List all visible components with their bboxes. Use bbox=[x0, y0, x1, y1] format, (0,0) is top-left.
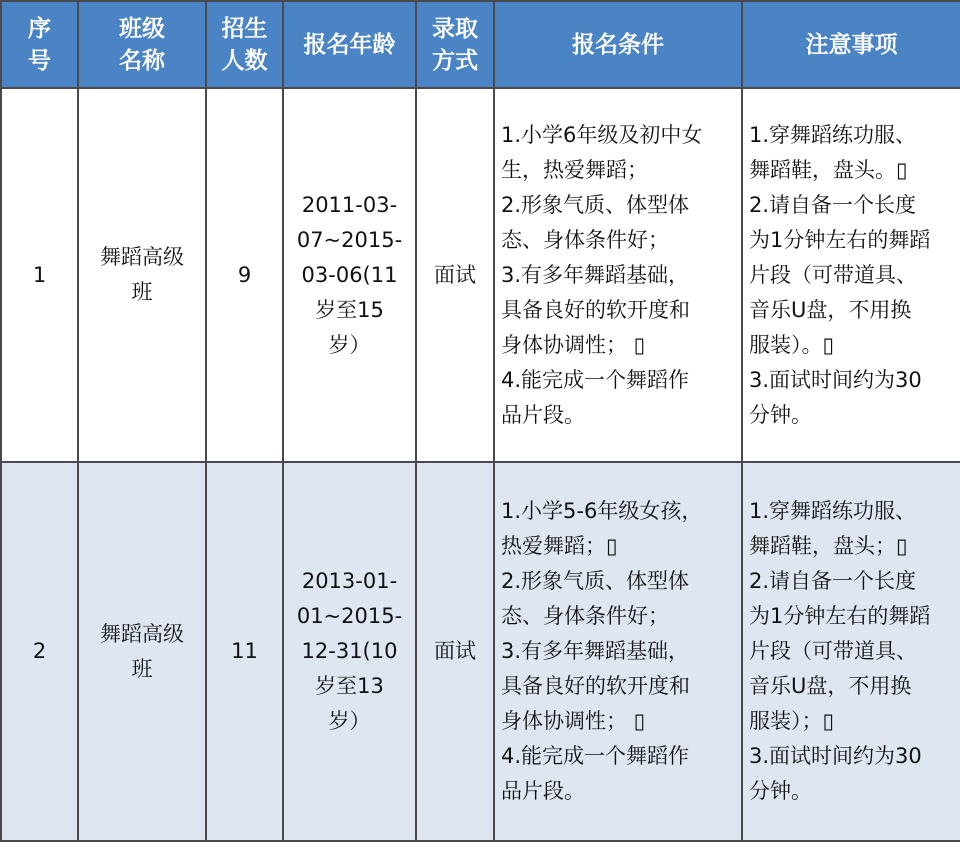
cell-age: 2011-03- 07~2015- 03-06(11 岁至15 岁） bbox=[283, 88, 416, 462]
table-row bbox=[1, 88, 960, 462]
header-method: 录取 方式 bbox=[416, 1, 494, 88]
cell-no: 1 bbox=[1, 88, 78, 462]
table-row bbox=[1, 462, 960, 841]
cell-count: 9 bbox=[206, 88, 283, 462]
cell-class-name: 舞蹈高级 班 bbox=[78, 88, 206, 462]
header-row bbox=[1, 1, 960, 88]
cell-method: 面试 bbox=[416, 88, 494, 462]
cell-class-name: 舞蹈高级 班 bbox=[78, 462, 206, 841]
cell-count: 11 bbox=[206, 462, 283, 841]
cell-notes: 1.穿舞蹈练功服、 舞蹈鞋，盘头；▯ 2.请自备一个长度 为1分钟左右的舞蹈 片段（可带道具、 音乐U盘，不用换 服装）；▯ 3.面试时间约为30 分钟。 bbox=[742, 462, 960, 841]
header-notes: 注意事项 bbox=[742, 1, 960, 88]
cell-conditions: 1.小学5-6年级女孩， 热爱舞蹈；▯ 2.形象气质、体型体 态、身体条件好； 3.有多年舞蹈基础， 具备良好的软开度和 身体协调性； ▯ 4.能完成一个舞蹈作 品片段。 bbox=[494, 462, 742, 841]
cell-no: 2 bbox=[1, 462, 78, 841]
header-class-name: 班级 名称 bbox=[78, 1, 206, 88]
header-conditions: 报名条件 bbox=[494, 1, 742, 88]
cell-conditions: 1.小学6年级及初中女 生，热爱舞蹈； 2.形象气质、体型体 态、身体条件好； 3.有多年舞蹈基础， 具备良好的软开度和 身体协调性； ▯ 4.能完成一个舞蹈作 品片段。 bbox=[494, 88, 742, 462]
cell-method: 面试 bbox=[416, 462, 494, 841]
cell-notes: 1.穿舞蹈练功服、 舞蹈鞋，盘头。▯ 2.请自备一个长度 为1分钟左右的舞蹈 片段（可带道具、 音乐U盘，不用换 服装）。▯ 3.面试时间约为30 分钟。 bbox=[742, 88, 960, 462]
cell-age: 2013-01- 01~2015- 12-31(10 岁至13 岁） bbox=[283, 462, 416, 841]
header-count: 招生 人数 bbox=[206, 1, 283, 88]
header-age: 报名年龄 bbox=[283, 1, 416, 88]
header-no: 序 号 bbox=[1, 1, 78, 88]
